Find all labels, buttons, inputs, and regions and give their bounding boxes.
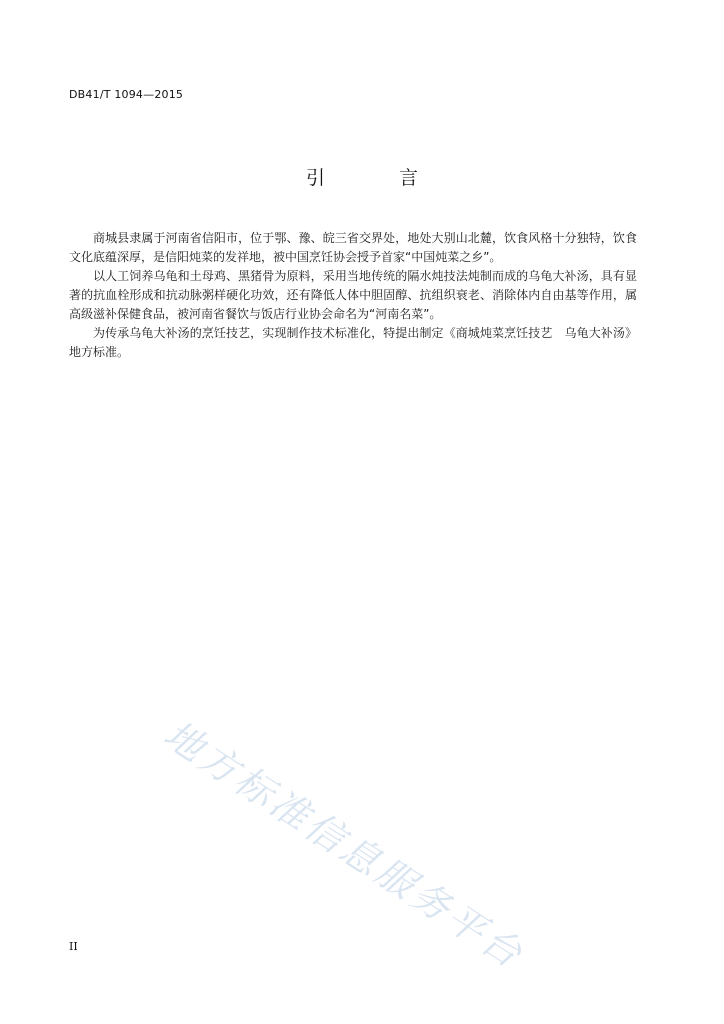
paragraph-1: 商城县隶属于河南省信阳市，位于鄂、豫、皖三省交界处，地处大别山北麓，饮食风格十分独特，饮食文化底蕴深厚，是信阳炖菜的发祥地，被中国烹饪协会授予首家“中国炖菜之乡”。 [69, 231, 637, 264]
paragraph-3: 为传承乌龟大补汤的烹饪技艺，实现制作技术标准化，特提出制定《商城炖菜烹饪技艺 乌龟大补汤》地方标准。 [69, 326, 637, 359]
paragraph-2: 以人工饲养乌龟和土母鸡、黑猪骨为原料，采用当地传统的隔水炖技法炖制而成的乌龟大补汤，具有显著的抗血栓形成和抗动脉粥样硬化功效，还有降低人体中胆固醇、抗组织衰老、消除体内自由基等作用，属高级滋补保健食品，被河南省餐饮与饭店行业协会命名为“河南名菜”。 [69, 269, 637, 321]
document-code: DB41/T 1094—2015 [69, 88, 184, 101]
watermark: 地方标准信息服务平台 [156, 711, 533, 978]
section-title: 引 言 [305, 167, 453, 189]
introduction-body [69, 229, 637, 362]
page-number: II [69, 940, 78, 953]
